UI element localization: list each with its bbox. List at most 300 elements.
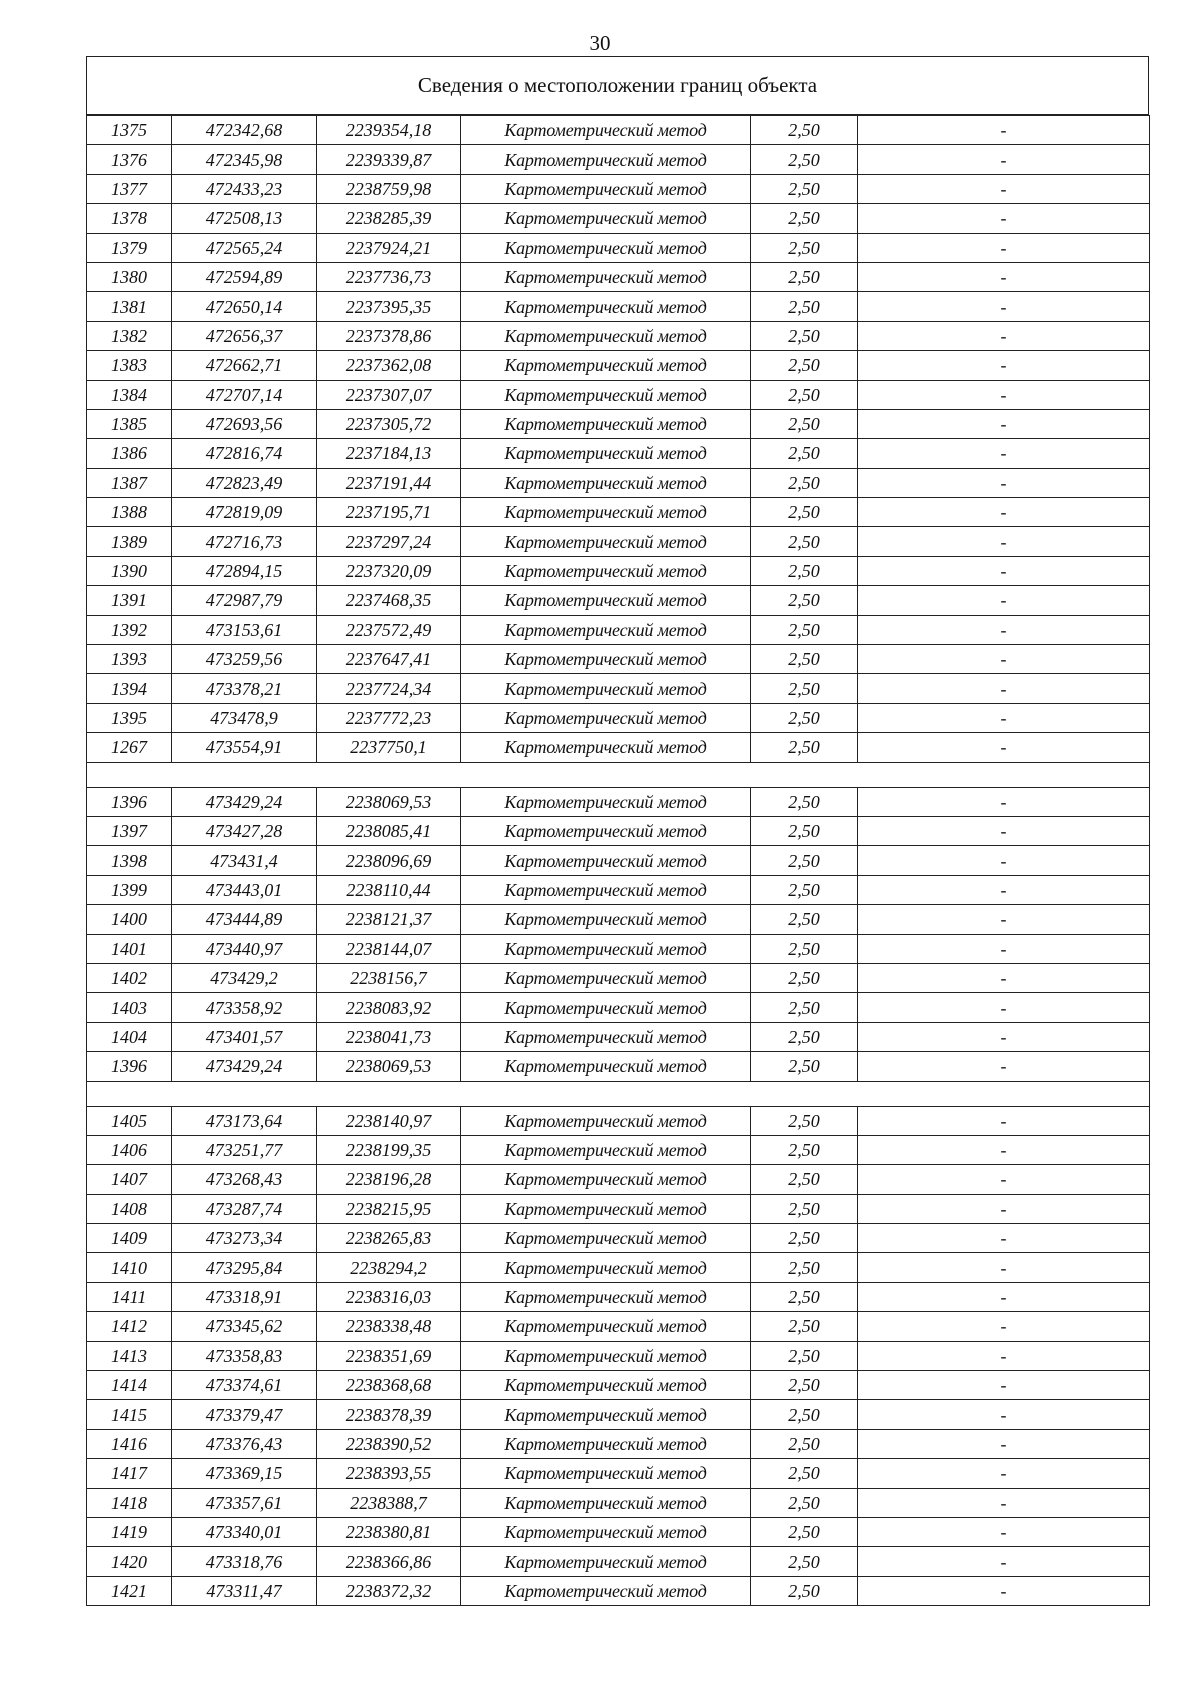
description-cell: - (858, 527, 1150, 556)
accuracy-cell: 2,50 (751, 1400, 858, 1429)
description-cell: - (858, 468, 1150, 497)
accuracy-cell: 2,50 (751, 905, 858, 934)
description-cell: - (858, 1459, 1150, 1488)
table-caption: Сведения о местоположении границ объекта (86, 56, 1149, 115)
table-row (87, 1022, 1150, 1051)
y-coordinate-cell: 2238156,7 (317, 963, 461, 992)
accuracy-cell: 2,50 (751, 468, 858, 497)
method-cell: Картометрический метод (461, 645, 751, 674)
method-cell: Картометрический метод (461, 674, 751, 703)
point-number-cell: 1389 (87, 527, 172, 556)
accuracy-cell: 2,50 (751, 351, 858, 380)
point-number-cell: 1418 (87, 1488, 172, 1517)
table-row (87, 905, 1150, 934)
y-coordinate-cell: 2238085,41 (317, 816, 461, 845)
method-cell: Картометрический метод (461, 116, 751, 145)
point-number-cell: 1387 (87, 468, 172, 497)
accuracy-cell: 2,50 (751, 875, 858, 904)
y-coordinate-cell: 2238294,2 (317, 1253, 461, 1282)
table-row (87, 1547, 1150, 1576)
boundary-sheet (86, 56, 1149, 1606)
y-coordinate-cell: 2238215,95 (317, 1194, 461, 1223)
y-coordinate-cell: 2237362,08 (317, 351, 461, 380)
point-number-cell: 1406 (87, 1135, 172, 1164)
separator-cell (87, 1081, 1150, 1106)
point-number-cell: 1419 (87, 1517, 172, 1546)
y-coordinate-cell: 2237297,24 (317, 527, 461, 556)
boundary-coordinates-table (86, 115, 1150, 1606)
y-coordinate-cell: 2238144,07 (317, 934, 461, 963)
point-number-cell: 1401 (87, 934, 172, 963)
description-cell: - (858, 703, 1150, 732)
y-coordinate-cell: 2238069,53 (317, 1052, 461, 1081)
accuracy-cell: 2,50 (751, 1224, 858, 1253)
method-cell: Картометрический метод (461, 1312, 751, 1341)
accuracy-cell: 2,50 (751, 380, 858, 409)
point-number-cell: 1399 (87, 875, 172, 904)
accuracy-cell: 2,50 (751, 645, 858, 674)
table-row (87, 1052, 1150, 1081)
x-coordinate-cell: 472508,13 (172, 204, 317, 233)
point-number-cell: 1375 (87, 116, 172, 145)
y-coordinate-cell: 2237468,35 (317, 586, 461, 615)
point-number-cell: 1412 (87, 1312, 172, 1341)
table-row (87, 1165, 1150, 1194)
accuracy-cell: 2,50 (751, 846, 858, 875)
y-coordinate-cell: 2238199,35 (317, 1135, 461, 1164)
y-coordinate-cell: 2237724,34 (317, 674, 461, 703)
x-coordinate-cell: 472650,14 (172, 292, 317, 321)
method-cell: Картометрический метод (461, 993, 751, 1022)
x-coordinate-cell: 473251,77 (172, 1135, 317, 1164)
description-cell: - (858, 963, 1150, 992)
method-cell: Картометрический метод (461, 1194, 751, 1223)
method-cell: Картометрический метод (461, 1488, 751, 1517)
description-cell: - (858, 1312, 1150, 1341)
method-cell: Картометрический метод (461, 204, 751, 233)
x-coordinate-cell: 473311,47 (172, 1576, 317, 1605)
point-number-cell: 1417 (87, 1459, 172, 1488)
y-coordinate-cell: 2237307,07 (317, 380, 461, 409)
description-cell: - (858, 498, 1150, 527)
x-coordinate-cell: 473444,89 (172, 905, 317, 934)
description-cell: - (858, 645, 1150, 674)
x-coordinate-cell: 473427,28 (172, 816, 317, 845)
accuracy-cell: 2,50 (751, 787, 858, 816)
description-cell: - (858, 1106, 1150, 1135)
y-coordinate-cell: 2238372,32 (317, 1576, 461, 1605)
accuracy-cell: 2,50 (751, 1517, 858, 1546)
y-coordinate-cell: 2238285,39 (317, 204, 461, 233)
point-number-cell: 1420 (87, 1547, 172, 1576)
table-row (87, 409, 1150, 438)
description-cell: - (858, 145, 1150, 174)
table-row (87, 1106, 1150, 1135)
x-coordinate-cell: 473173,64 (172, 1106, 317, 1135)
y-coordinate-cell: 2237647,41 (317, 645, 461, 674)
description-cell: - (858, 1517, 1150, 1546)
description-cell: - (858, 321, 1150, 350)
point-number-cell: 1378 (87, 204, 172, 233)
description-cell: - (858, 351, 1150, 380)
description-cell: - (858, 1135, 1150, 1164)
table-row (87, 439, 1150, 468)
point-number-cell: 1421 (87, 1576, 172, 1605)
table-row (87, 116, 1150, 145)
point-number-cell: 1397 (87, 816, 172, 845)
point-number-cell: 1410 (87, 1253, 172, 1282)
method-cell: Картометрический метод (461, 586, 751, 615)
point-number-cell: 1408 (87, 1194, 172, 1223)
y-coordinate-cell: 2237305,72 (317, 409, 461, 438)
accuracy-cell: 2,50 (751, 934, 858, 963)
table-row (87, 233, 1150, 262)
method-cell: Картометрический метод (461, 262, 751, 291)
table-row (87, 1253, 1150, 1282)
point-number-cell: 1384 (87, 380, 172, 409)
description-cell: - (858, 174, 1150, 203)
y-coordinate-cell: 2238316,03 (317, 1282, 461, 1311)
point-number-cell: 1416 (87, 1429, 172, 1458)
x-coordinate-cell: 473268,43 (172, 1165, 317, 1194)
point-number-cell: 1267 (87, 733, 172, 762)
table-row (87, 674, 1150, 703)
description-cell: - (858, 1282, 1150, 1311)
x-coordinate-cell: 472433,23 (172, 174, 317, 203)
method-cell: Картометрический метод (461, 145, 751, 174)
y-coordinate-cell: 2238140,97 (317, 1106, 461, 1135)
point-number-cell: 1411 (87, 1282, 172, 1311)
y-coordinate-cell: 2238390,52 (317, 1429, 461, 1458)
table-row (87, 1517, 1150, 1546)
accuracy-cell: 2,50 (751, 993, 858, 1022)
accuracy-cell: 2,50 (751, 1282, 858, 1311)
description-cell: - (858, 816, 1150, 845)
accuracy-cell: 2,50 (751, 145, 858, 174)
x-coordinate-cell: 473379,47 (172, 1400, 317, 1429)
table-row (87, 787, 1150, 816)
accuracy-cell: 2,50 (751, 498, 858, 527)
accuracy-cell: 2,50 (751, 292, 858, 321)
y-coordinate-cell: 2238366,86 (317, 1547, 461, 1576)
description-cell: - (858, 1576, 1150, 1605)
accuracy-cell: 2,50 (751, 439, 858, 468)
point-number-cell: 1395 (87, 703, 172, 732)
x-coordinate-cell: 472987,79 (172, 586, 317, 615)
accuracy-cell: 2,50 (751, 733, 858, 762)
x-coordinate-cell: 473340,01 (172, 1517, 317, 1546)
method-cell: Картометрический метод (461, 1253, 751, 1282)
accuracy-cell: 2,50 (751, 703, 858, 732)
description-cell: - (858, 1429, 1150, 1458)
table-row (87, 498, 1150, 527)
table-row (87, 1341, 1150, 1370)
y-coordinate-cell: 2239354,18 (317, 116, 461, 145)
point-number-cell: 1386 (87, 439, 172, 468)
point-number-cell: 1402 (87, 963, 172, 992)
x-coordinate-cell: 473376,43 (172, 1429, 317, 1458)
x-coordinate-cell: 473554,91 (172, 733, 317, 762)
table-row (87, 963, 1150, 992)
point-number-cell: 1409 (87, 1224, 172, 1253)
method-cell: Картометрический метод (461, 1576, 751, 1605)
description-cell: - (858, 1253, 1150, 1282)
y-coordinate-cell: 2238338,48 (317, 1312, 461, 1341)
x-coordinate-cell: 473429,24 (172, 787, 317, 816)
description-cell: - (858, 556, 1150, 585)
x-coordinate-cell: 473369,15 (172, 1459, 317, 1488)
x-coordinate-cell: 472707,14 (172, 380, 317, 409)
table-row (87, 468, 1150, 497)
method-cell: Картометрический метод (461, 1224, 751, 1253)
x-coordinate-cell: 473378,21 (172, 674, 317, 703)
point-number-cell: 1376 (87, 145, 172, 174)
point-number-cell: 1382 (87, 321, 172, 350)
x-coordinate-cell: 473374,61 (172, 1371, 317, 1400)
y-coordinate-cell: 2238196,28 (317, 1165, 461, 1194)
accuracy-cell: 2,50 (751, 586, 858, 615)
method-cell: Картометрический метод (461, 1022, 751, 1051)
method-cell: Картометрический метод (461, 233, 751, 262)
accuracy-cell: 2,50 (751, 1429, 858, 1458)
table-row (87, 1459, 1150, 1488)
method-cell: Картометрический метод (461, 1165, 751, 1194)
description-cell: - (858, 262, 1150, 291)
description-cell: - (858, 233, 1150, 262)
y-coordinate-cell: 2238110,44 (317, 875, 461, 904)
y-coordinate-cell: 2237191,44 (317, 468, 461, 497)
accuracy-cell: 2,50 (751, 615, 858, 644)
point-number-cell: 1396 (87, 1052, 172, 1081)
x-coordinate-cell: 472693,56 (172, 409, 317, 438)
description-cell: - (858, 204, 1150, 233)
x-coordinate-cell: 473153,61 (172, 615, 317, 644)
description-cell: - (858, 875, 1150, 904)
method-cell: Картометрический метод (461, 615, 751, 644)
method-cell: Картометрический метод (461, 733, 751, 762)
point-number-cell: 1414 (87, 1371, 172, 1400)
accuracy-cell: 2,50 (751, 1022, 858, 1051)
x-coordinate-cell: 472342,68 (172, 116, 317, 145)
method-cell: Картометрический метод (461, 351, 751, 380)
method-cell: Картометрический метод (461, 1459, 751, 1488)
description-cell: - (858, 292, 1150, 321)
method-cell: Картометрический метод (461, 439, 751, 468)
accuracy-cell: 2,50 (751, 204, 858, 233)
x-coordinate-cell: 473345,62 (172, 1312, 317, 1341)
description-cell: - (858, 439, 1150, 468)
method-cell: Картометрический метод (461, 174, 751, 203)
description-cell: - (858, 733, 1150, 762)
point-number-cell: 1385 (87, 409, 172, 438)
accuracy-cell: 2,50 (751, 1052, 858, 1081)
accuracy-cell: 2,50 (751, 1312, 858, 1341)
description-cell: - (858, 1052, 1150, 1081)
method-cell: Картометрический метод (461, 292, 751, 321)
x-coordinate-cell: 472565,24 (172, 233, 317, 262)
x-coordinate-cell: 473429,2 (172, 963, 317, 992)
method-cell: Картометрический метод (461, 1052, 751, 1081)
method-cell: Картометрический метод (461, 1282, 751, 1311)
y-coordinate-cell: 2238378,39 (317, 1400, 461, 1429)
description-cell: - (858, 1547, 1150, 1576)
accuracy-cell: 2,50 (751, 1165, 858, 1194)
x-coordinate-cell: 473440,97 (172, 934, 317, 963)
method-cell: Картометрический метод (461, 409, 751, 438)
description-cell: - (858, 1224, 1150, 1253)
table-row (87, 145, 1150, 174)
description-cell: - (858, 1022, 1150, 1051)
x-coordinate-cell: 472823,49 (172, 468, 317, 497)
accuracy-cell: 2,50 (751, 233, 858, 262)
y-coordinate-cell: 2238069,53 (317, 787, 461, 816)
table-row (87, 993, 1150, 1022)
table-row (87, 1194, 1150, 1223)
method-cell: Картометрический метод (461, 816, 751, 845)
method-cell: Картометрический метод (461, 846, 751, 875)
method-cell: Картометрический метод (461, 556, 751, 585)
description-cell: - (858, 1371, 1150, 1400)
description-cell: - (858, 1400, 1150, 1429)
accuracy-cell: 2,50 (751, 1135, 858, 1164)
accuracy-cell: 2,50 (751, 409, 858, 438)
table-row (87, 556, 1150, 585)
accuracy-cell: 2,50 (751, 674, 858, 703)
method-cell: Картометрический метод (461, 1371, 751, 1400)
y-coordinate-cell: 2238121,37 (317, 905, 461, 934)
point-number-cell: 1415 (87, 1400, 172, 1429)
table-row (87, 1282, 1150, 1311)
description-cell: - (858, 409, 1150, 438)
accuracy-cell: 2,50 (751, 1576, 858, 1605)
accuracy-cell: 2,50 (751, 963, 858, 992)
method-cell: Картометрический метод (461, 1517, 751, 1546)
method-cell: Картометрический метод (461, 1429, 751, 1458)
table-row (87, 1488, 1150, 1517)
point-number-cell: 1413 (87, 1341, 172, 1370)
description-cell: - (858, 586, 1150, 615)
point-number-cell: 1390 (87, 556, 172, 585)
method-cell: Картометрический метод (461, 527, 751, 556)
point-number-cell: 1400 (87, 905, 172, 934)
table-row (87, 816, 1150, 845)
y-coordinate-cell: 2238351,69 (317, 1341, 461, 1370)
method-cell: Картометрический метод (461, 1135, 751, 1164)
method-cell: Картометрический метод (461, 963, 751, 992)
method-cell: Картометрический метод (461, 787, 751, 816)
description-cell: - (858, 993, 1150, 1022)
point-number-cell: 1392 (87, 615, 172, 644)
method-cell: Картометрический метод (461, 468, 751, 497)
table-row (87, 1371, 1150, 1400)
contour-separator-row (87, 762, 1150, 787)
point-number-cell: 1403 (87, 993, 172, 1022)
table-row (87, 846, 1150, 875)
accuracy-cell: 2,50 (751, 556, 858, 585)
table-row (87, 204, 1150, 233)
x-coordinate-cell: 472816,74 (172, 439, 317, 468)
y-coordinate-cell: 2237195,71 (317, 498, 461, 527)
table-body (87, 116, 1150, 1606)
accuracy-cell: 2,50 (751, 527, 858, 556)
page-number: 30 (589, 31, 611, 55)
table-row (87, 174, 1150, 203)
description-cell: - (858, 1488, 1150, 1517)
table-row (87, 292, 1150, 321)
y-coordinate-cell: 2237750,1 (317, 733, 461, 762)
x-coordinate-cell: 472345,98 (172, 145, 317, 174)
point-number-cell: 1405 (87, 1106, 172, 1135)
accuracy-cell: 2,50 (751, 1194, 858, 1223)
table-row (87, 875, 1150, 904)
y-coordinate-cell: 2238393,55 (317, 1459, 461, 1488)
description-cell: - (858, 934, 1150, 963)
table-row (87, 1576, 1150, 1605)
table-row (87, 351, 1150, 380)
x-coordinate-cell: 473357,61 (172, 1488, 317, 1517)
accuracy-cell: 2,50 (751, 1253, 858, 1282)
description-cell: - (858, 116, 1150, 145)
accuracy-cell: 2,50 (751, 1106, 858, 1135)
x-coordinate-cell: 472662,71 (172, 351, 317, 380)
method-cell: Картометрический метод (461, 498, 751, 527)
point-number-cell: 1394 (87, 674, 172, 703)
accuracy-cell: 2,50 (751, 116, 858, 145)
contour-separator-row (87, 1081, 1150, 1106)
table-row (87, 703, 1150, 732)
method-cell: Картометрический метод (461, 1400, 751, 1429)
x-coordinate-cell: 472656,37 (172, 321, 317, 350)
x-coordinate-cell: 472819,09 (172, 498, 317, 527)
point-number-cell: 1407 (87, 1165, 172, 1194)
y-coordinate-cell: 2238041,73 (317, 1022, 461, 1051)
description-cell: - (858, 846, 1150, 875)
y-coordinate-cell: 2239339,87 (317, 145, 461, 174)
method-cell: Картометрический метод (461, 1106, 751, 1135)
method-cell: Картометрический метод (461, 934, 751, 963)
y-coordinate-cell: 2238759,98 (317, 174, 461, 203)
accuracy-cell: 2,50 (751, 1547, 858, 1576)
point-number-cell: 1404 (87, 1022, 172, 1051)
y-coordinate-cell: 2238096,69 (317, 846, 461, 875)
x-coordinate-cell: 473401,57 (172, 1022, 317, 1051)
table-row (87, 1224, 1150, 1253)
accuracy-cell: 2,50 (751, 1371, 858, 1400)
point-number-cell: 1398 (87, 846, 172, 875)
y-coordinate-cell: 2237320,09 (317, 556, 461, 585)
accuracy-cell: 2,50 (751, 262, 858, 291)
method-cell: Картометрический метод (461, 875, 751, 904)
method-cell: Картометрический метод (461, 1341, 751, 1370)
y-coordinate-cell: 2237395,35 (317, 292, 461, 321)
x-coordinate-cell: 473443,01 (172, 875, 317, 904)
point-number-cell: 1391 (87, 586, 172, 615)
description-cell: - (858, 674, 1150, 703)
method-cell: Картометрический метод (461, 321, 751, 350)
x-coordinate-cell: 473295,84 (172, 1253, 317, 1282)
accuracy-cell: 2,50 (751, 321, 858, 350)
x-coordinate-cell: 473429,24 (172, 1052, 317, 1081)
description-cell: - (858, 1165, 1150, 1194)
x-coordinate-cell: 473358,92 (172, 993, 317, 1022)
table-row (87, 586, 1150, 615)
table-row (87, 527, 1150, 556)
separator-cell (87, 762, 1150, 787)
x-coordinate-cell: 473431,4 (172, 846, 317, 875)
point-number-cell: 1383 (87, 351, 172, 380)
y-coordinate-cell: 2238265,83 (317, 1224, 461, 1253)
accuracy-cell: 2,50 (751, 816, 858, 845)
